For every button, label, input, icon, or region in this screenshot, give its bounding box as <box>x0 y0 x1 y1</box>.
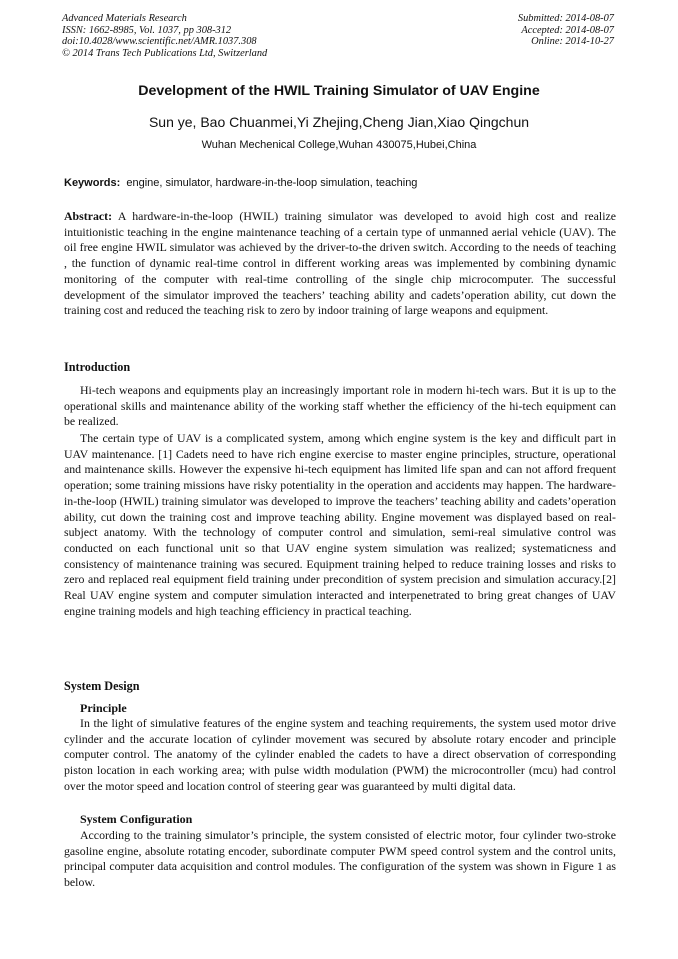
introduction-paragraph-1: Hi-tech weapons and equipments play an increasingly important role in modern hi-tech wars. But it is up to the operational skills and maintenance ability of the working staff whether the efficiency of the hi-tech equipment can be realized. <box>64 383 616 429</box>
issn-line: ISSN: 1662-8985, Vol. 1037, pp 308-312 <box>62 24 232 36</box>
system-configuration-heading: System Configuration <box>80 812 193 826</box>
introduction-heading: Introduction <box>64 360 131 374</box>
system-design-heading: System Design <box>64 679 140 693</box>
introduction-paragraph-2: The certain type of UAV is a complicated system, among which engine system is the key and difficult part in UAV maintenance. [1] Cadets need to have rich engine exercise to master engine principles, structure, operational and maintenance skills. However the expensive hi-tech equipment has limited life span and can not afford frequent operation; some training missions have risky potentiality in the operation and accidents may happen. The hardware-in-the-loop (HWIL) training simulator was developed to improve the teachers’ teaching ability and cadets’operation ability, cut down the training cost and improve teaching ability. Engine movement was displayed based on real-subject anatomy. With the technology of computer control and simulation, semi-real simulative control was conducted on each functional unit so that UAV engine system simulation was realized; systematicness and consistency of maintenance training was secured. Equipment training helped to reduce training losses and risks to zero and replaced real equipment field training under precondition of system precision and simulation accuracy.[2] Real UAV engine system and computer simulation interacted and interpenetrated to bring great changes of UAV engine training models and high teaching efficiency in practical teaching. <box>64 431 616 618</box>
copyright-line: © 2014 Trans Tech Publications Ltd, Switzerland <box>62 47 268 59</box>
publication-dates <box>518 13 614 48</box>
abstract <box>64 209 616 319</box>
doi-line: doi:10.4028/www.scientific.net/AMR.1037.308 <box>62 36 257 47</box>
system-configuration-paragraph: According to the training simulator’s principle, the system consisted of electric motor, four cylinder two-stroke gasoline engine, absolute rotating encoder, subordinate computer PWM speed control system and the control units, principal computer data acquisition and control modules. The configuration of the system was shown in Figure 1 as below. <box>64 828 616 890</box>
author-list: Sun ye, Bao Chuanmei,Yi Zhejing,Cheng Jian,Xiao Qingchun <box>148 114 530 130</box>
online-date: Online: 2014-10-27 <box>531 36 614 47</box>
keywords-line <box>64 176 616 190</box>
affiliation: Wuhan Mechenical College,Wuhan 430075,Hubei,China <box>201 139 477 151</box>
accepted-date: Accepted: 2014-08-07 <box>521 24 614 36</box>
journal-name: Advanced Materials Research <box>62 13 187 24</box>
paper-title: Development of the HWIL Training Simulator of UAV Engine <box>138 83 540 99</box>
keywords-label: Keywords: <box>64 177 121 189</box>
principle-paragraph: In the light of simulative features of the engine system and teaching requirements, the system used motor drive cylinder and the accurate location of cylinder movement was secured by absolute rotary encoder and principle computer control. The anatomy of the cylinder enabled the cadets to have a direct observation of corresponding piston location in each working area; with pulse width modulation (PWM) the microcontroller (mcu) had control over the motor speed and location control of steering gear was guaranteed by multi digital data. <box>64 716 616 793</box>
journal-info <box>62 13 267 59</box>
submitted-date: Submitted: 2014-08-07 <box>517 13 614 24</box>
keywords-text: engine, simulator, hardware-in-the-loop simulation, teaching <box>126 177 418 189</box>
principle-heading: Principle <box>80 701 127 715</box>
abstract-label: Abstract: <box>64 209 113 223</box>
abstract-text: A hardware-in-the-loop (HWIL) training simulator was developed to avoid high cost and realize intuitionistic teaching in the engine maintenance teaching of a certain type of unmanned aerial vehicle (UAV). The oil free engine HWIL simulator was achieved by the driver-to-the driven switch. According to the needs of teaching , the function of dynamic real-time control in different working areas was implemented by combining dynamic monitoring of the computer with real-time controlling of the single chip microcomputer. The successful development of the simulator improved the teachers’ teaching ability and cadets’operation ability, cut down the training cost and reduced the teaching risk to zero by indoor training of large weapons and equipment. <box>64 209 616 318</box>
